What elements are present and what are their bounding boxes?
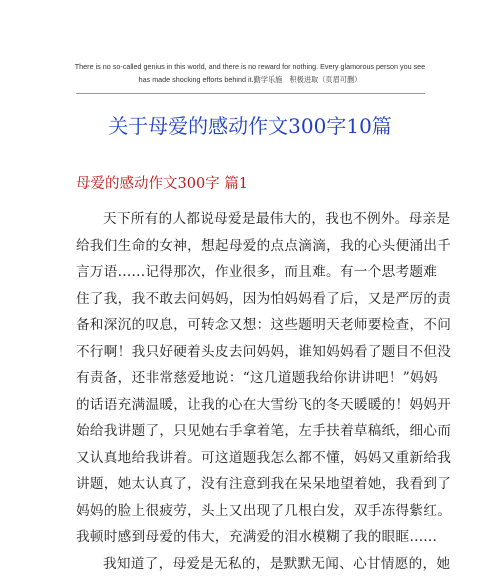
header-divider <box>76 93 425 94</box>
text-line: 始给我讲题了，只见她右手拿着笔，左手扶着草稿纸，细心而 <box>76 418 436 445</box>
text-line: 有责备，还非常慈爱地说：“这几道题我给你讲讲吧！”妈妈 <box>76 365 436 392</box>
essay-body <box>76 206 436 577</box>
document-title: 关于母爱的感动作文300字10篇 <box>0 112 500 140</box>
text-line: 不行啊！我只好硬着头皮去问妈妈，谁知妈妈看了题目不但没 <box>76 339 436 366</box>
text-line: 妈妈的脸上很疲劳，头上又出现了几根白发，双手冻得紫红。 <box>76 498 436 525</box>
text-line: 备和深沉的叹息，可转念又想：这些题明天老师要检查，不问 <box>76 312 436 339</box>
text-line: 我知道了，母爱是无私的，是默默无闻、心甘情愿的，她 <box>76 551 436 577</box>
header-line-1: There is no so-called genius in this world, and there is no reward for nothing. Every glamorous person you see <box>60 60 440 73</box>
text-line: 住了我，我不敢去问妈妈，因为怕妈妈看了后，又是严厉的责 <box>76 286 436 313</box>
header-line-2: has made shocking efforts behind it.勤学乐施 积极进取（页眉可删） <box>60 73 440 86</box>
text-line: 给我们生命的女神，想起母爱的点点滴滴，我的心头便涌出千 <box>76 233 436 260</box>
text-line: 又认真地给我讲着。可这道题我怎么都不懂，妈妈又重新给我 <box>76 445 436 472</box>
text-line: 天下所有的人都说母爱是最伟大的，我也不例外。母亲是 <box>76 206 436 233</box>
page-header <box>60 60 440 86</box>
section-heading: 母爱的感动作文300字 篇1 <box>76 174 248 194</box>
text-line: 的话语充满温暖，让我的心在大雪纷飞的冬天暖暖的！妈妈开 <box>76 392 436 419</box>
text-line: 言万语......记得那次，作业很多，而且难。有一个思考题难 <box>76 259 436 286</box>
text-line: 讲题，她太认真了，没有注意到我在呆呆地望着她，我看到了 <box>76 471 436 498</box>
text-line: 我顿时感到母爱的伟大，充满爱的泪水模糊了我的眼眶...... <box>76 524 436 551</box>
